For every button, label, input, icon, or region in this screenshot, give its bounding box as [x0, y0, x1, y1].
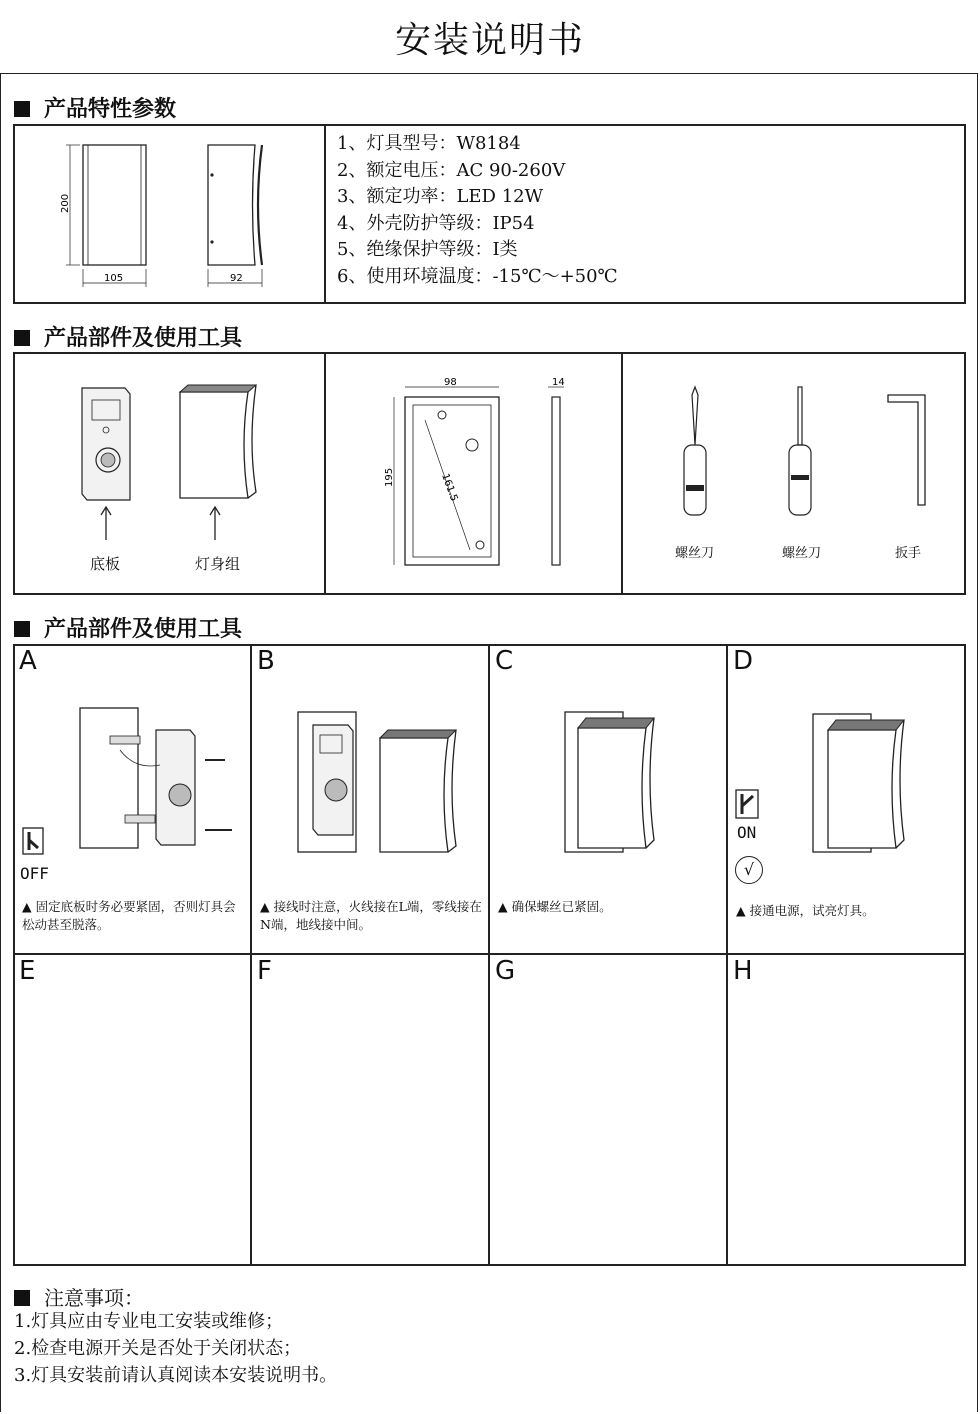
depth-dim-label: 92	[230, 273, 243, 284]
step-d-illustration	[733, 700, 958, 860]
plate-dimension-drawing	[380, 375, 580, 575]
step-b-illustration	[258, 700, 483, 860]
features-divider	[324, 124, 326, 304]
tool-label-cross: 螺丝刀	[675, 546, 715, 561]
bullet-square-icon	[14, 621, 30, 637]
switch-on-icon	[736, 790, 758, 818]
spec-list	[337, 131, 618, 290]
base-label: 底板	[90, 555, 121, 573]
parts-divider-2	[621, 352, 623, 595]
step-c-note: ▲ 确保螺丝已紧固。	[498, 899, 612, 914]
steps-col-divider	[488, 644, 490, 1266]
step-letter: C	[495, 646, 514, 676]
plate-height-label: 195	[384, 467, 395, 487]
notes-heading: 注意事项：	[14, 1282, 144, 1311]
bullet-square-icon	[14, 101, 30, 117]
note-item: 2.检查电源开关是否处于关闭状态；	[14, 1338, 302, 1359]
section-steps-heading: 产品部件及使用工具	[14, 612, 242, 643]
notes-list	[14, 1308, 337, 1389]
spec-item: 3、额定功率：LED 12W	[337, 186, 544, 207]
bullet-square-icon	[14, 330, 30, 346]
section-features-heading: 产品特性参数	[14, 92, 176, 123]
product-dimension-drawing	[40, 135, 300, 295]
note-item: 1.灯具应由专业电工安装或维修；	[14, 1311, 284, 1332]
plate-diagonal-label: 161.5	[439, 472, 460, 503]
note-item: 3.灯具安装前请认真阅读本安装说明书。	[14, 1365, 338, 1386]
page-title: 安装说明书	[394, 20, 585, 61]
steps-col-divider	[250, 644, 252, 1266]
flat-screwdriver-icon	[789, 387, 811, 515]
spec-item: 4、外壳防护等级：IP54	[337, 212, 535, 234]
height-dim-label: 200	[60, 193, 71, 213]
plate-thickness-label: 14	[552, 377, 565, 388]
step-a-note: ▲ 固定底板时务必要紧固，否则灯具会松动甚至脱落。	[22, 899, 236, 932]
plate-width-label: 98	[444, 377, 457, 388]
spec-item: 6、使用环境温度：-15℃～+50℃	[337, 265, 618, 287]
step-letter: D	[733, 646, 754, 676]
step-letter: E	[19, 956, 36, 986]
steps-col-divider	[726, 644, 728, 1266]
bullet-square-icon	[14, 1290, 30, 1306]
step-letter: H	[733, 956, 753, 986]
tool-label-flat: 螺丝刀	[782, 546, 822, 561]
switch-off-label: OFF	[20, 864, 49, 883]
step-letter: G	[495, 956, 516, 986]
cross-screwdriver-icon	[684, 387, 706, 515]
body-label: 灯身组	[195, 555, 241, 573]
spec-item: 2、额定电压：AC 90-260V	[337, 159, 566, 181]
step-a-illustration	[20, 700, 245, 860]
step-letter: A	[19, 646, 37, 676]
tool-label-wrench: 扳手	[895, 546, 922, 561]
switch-on-label: ON	[737, 823, 757, 842]
step-c-illustration	[520, 700, 700, 860]
section-parts-heading: 产品部件及使用工具	[14, 321, 242, 352]
spec-item: 5、绝缘保护等级：I类	[337, 239, 518, 260]
width-dim-label: 105	[104, 273, 124, 284]
parts-divider-1	[324, 352, 326, 595]
spec-item: 1、灯具型号：W8184	[337, 133, 521, 154]
switch-off-icon	[23, 828, 43, 854]
step-b-note: ▲ 接线时注意，火线接在L端，零线接在N端，地线接中间。	[260, 899, 482, 932]
tools-illustration	[670, 385, 940, 525]
hex-wrench-icon	[888, 395, 925, 505]
step-letter: B	[257, 646, 275, 676]
step-d-note: ▲ 接通电源，试亮灯具。	[736, 903, 875, 918]
check-circle-icon: √	[735, 856, 763, 884]
parts-illustration	[70, 380, 290, 540]
step-letter: F	[257, 956, 272, 986]
